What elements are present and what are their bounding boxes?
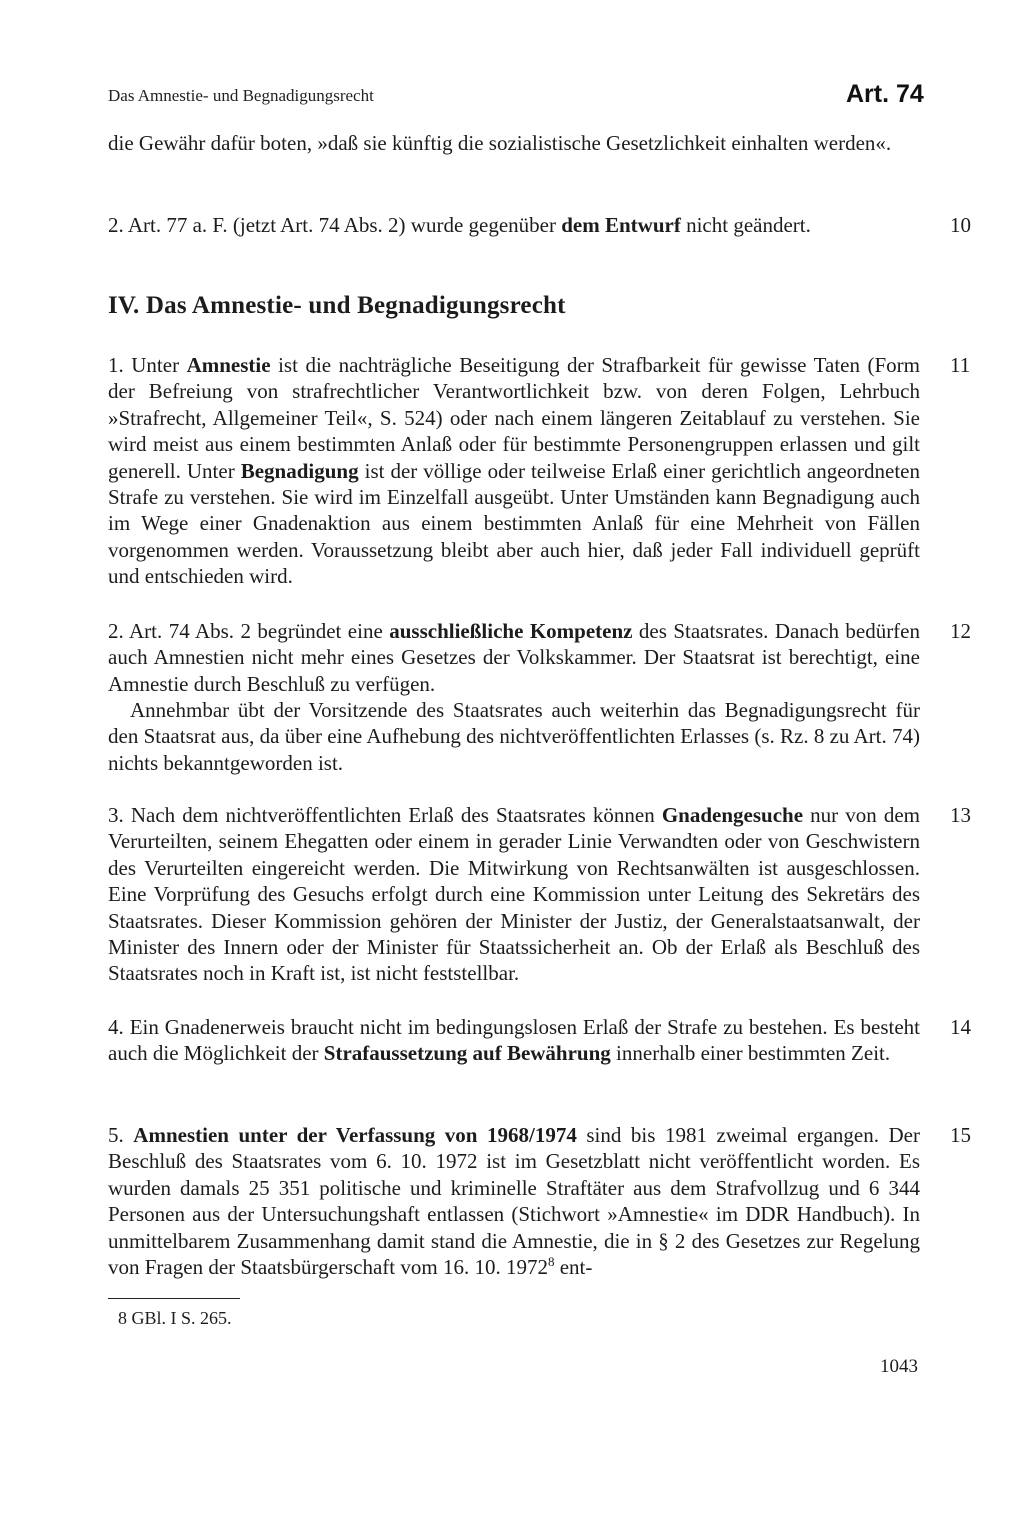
margin-number-15: 15: [950, 1123, 971, 1147]
paragraph-12-continuation: Annehmbar übt der Vorsitzende des Staatsrates auch weiterhin das Begnadigungsrecht für den Staatsrat aus, da über eine Aufhebung des nichtveröffentlichten Erlasses (s. Rz. 8 zu Art. 74) nichts bekanntgeworden ist.: [108, 698, 920, 775]
p12-text-1: 2. Art. 74 Abs. 2 begründet eine: [108, 619, 390, 643]
footnote: 8 GBl. I S. 265.: [118, 1308, 232, 1328]
p13-text-1: 3. Nach dem nichtveröffentlichten Erlaß des Staatsrates können: [108, 803, 662, 827]
paragraph-13: [108, 802, 920, 987]
margin-number-10: 10: [950, 213, 971, 237]
paragraph-12: [108, 618, 920, 697]
p12-bold: ausschließliche Kompetenz: [389, 619, 633, 643]
footnote-reference: 8: [547, 1254, 555, 1270]
margin-number-11: 11: [950, 353, 971, 377]
p11-text-2: ist die nachträgliche Beseitigung der Strafbarkeit für gewisse Taten (Form der Befreiung von strafrechtlicher Verantwortlichkeit bzw. von deren Folgen, Lehrbuch »Strafrecht, Allgemeiner Teil«, S. 524) oder nach einem längeren Zeitablauf zu verstehen. Sie wird meist aus einem bestimmten Anlaß oder für bestimmte Personengruppen erlassen und gilt generell. Unter: [108, 353, 920, 483]
intro-paragraph: die Gewähr dafür boten, »daß sie künftig die sozialistische Gesetzlichkeit einhalten werden«.: [108, 131, 892, 155]
running-title: Das Amnestie- und Begnadigungsrecht: [108, 86, 374, 105]
p10-text-1: 2. Art. 77 a. F. (jetzt Art. 74 Abs. 2) wurde gegenüber: [108, 213, 562, 237]
p15-text-1: 5.: [108, 1123, 134, 1147]
p15-text-3: ent-: [554, 1255, 593, 1280]
margin-number-12: 12: [950, 619, 971, 643]
p14-text-2: innerhalb einer bestimmten Zeit.: [610, 1041, 891, 1066]
p15-text-2: sind bis 1981 zweimal ergangen. Der Beschluß des Staatsrates vom 6. 10. 1972 ist im Gesetzblatt nicht veröffentlicht worden. Es wurden damals 25 351 politische und kriminelle Straftäter aus dem Strafvollzug und 6 344 Personen aus der Untersuchungshaft entlassen (Stichwort »Amnestie« im DDR Handbuch). In unmittelbarem Zusammenhang damit stand die Amnestie, die in § 2 des Gesetzes zur Regelung von Fragen der Staatsbürgerschaft vom 16. 10. 1972: [108, 1123, 920, 1280]
p10-text-2: nicht geändert.: [680, 213, 811, 237]
p14-text-1: 4. Ein Gnadenerweis braucht nicht im bedingungslosen Erlaß der Strafe zu bestehen. Es besteht auch die Möglichkeit der: [108, 1015, 920, 1066]
p11-bold-1: Amnestie: [186, 353, 271, 377]
p14-bold: Strafaussetzung auf Bewährung: [323, 1041, 611, 1066]
paragraph-14: [108, 1014, 920, 1067]
section-heading: IV. Das Amnestie- und Begnadigungsrecht: [108, 292, 566, 319]
p11-text-3: ist der völlige oder teilweise Erlaß einer gerichtlich angeordneten Strafe zu verstehen. Sie wird im Einzelfall ausgeübt. Unter Umständen kann Begnadigung auch im Wege einer Gnadenaktion aus einem bestimmten Anlaß für eine Mehrheit von Fällen vorgenommen werden. Voraussetzung bleibt aber auch hier, daß jeder Fall individuell geprüft und entschieden wird.: [108, 458, 920, 589]
paragraph-11: [108, 352, 920, 590]
footnote-divider: [108, 1298, 240, 1299]
page-number: 1043: [880, 1356, 918, 1377]
p10-bold: dem Entwurf: [561, 213, 681, 237]
p12-text-2: des Staatsrates. Danach bedürfen auch Amnestien nicht mehr eines Gesetzes der Volkskammer. Der Staatsrat ist berechtigt, eine Amnestie durch Beschluß zu verfügen.: [108, 619, 921, 696]
article-number: Art. 74: [846, 80, 924, 108]
p13-text-2: nur von dem Verurteilten, seinem Ehegatten oder einem in gerader Linie Verwandten oder von Geschwistern des Verurteilten eingereicht werden. Die Mitwirkung von Rechtsanwälten ist ausgeschlossen. Eine Vorprüfung des Gesuchs erfolgt durch eine Kommission unter Leitung des Sekretärs des Staatsrates. Dieser Kommission gehören der Minister der Justiz, der Generalstaatsanwalt, der Minister des Innern oder der Minister für Staatssicherheit an. Ob der Erlaß als Beschluß des Staatsrates noch in Kraft ist, ist nicht feststellbar.: [108, 803, 920, 986]
margin-number-14: 14: [950, 1015, 971, 1039]
p11-text-1: 1. Unter: [108, 353, 187, 377]
p11-bold-2: Begnadigung: [240, 458, 359, 483]
p15-bold: Amnestien unter der Verfassung von 1968/1974: [133, 1123, 577, 1147]
paragraph-15: [108, 1122, 920, 1280]
margin-number-13: 13: [950, 803, 971, 827]
paragraph-10: [108, 212, 920, 238]
p13-bold: Gnadengesuche: [661, 803, 804, 827]
